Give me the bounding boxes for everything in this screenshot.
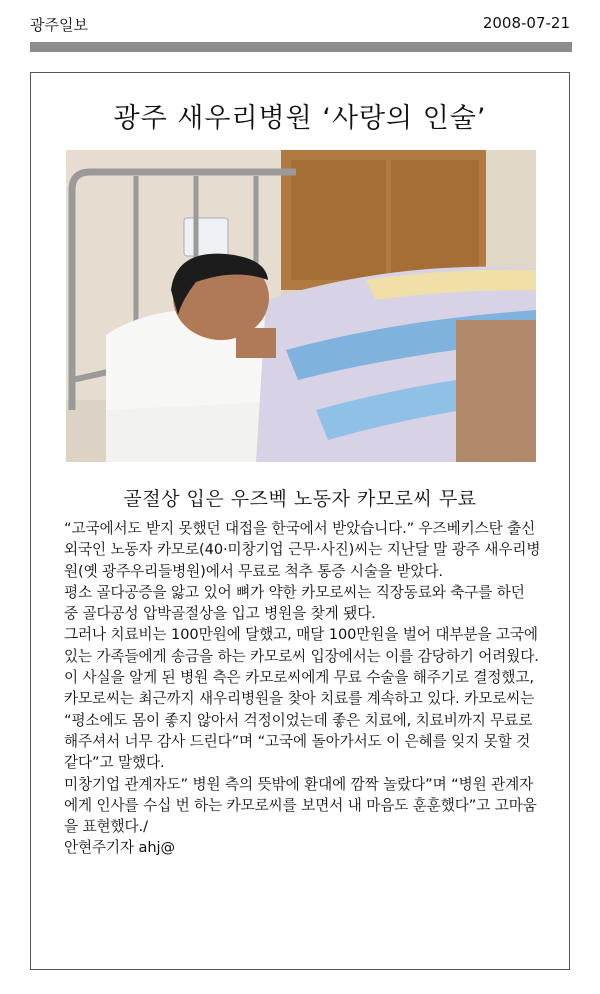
paragraph: 미창기업 관계자도” 병원 측의 뜻밖에 환대에 깜짝 놀랐다”며 “병원 관계자에게 인사를 수십 번 하는 카모로씨를 보면서 내 마음도 훈훈했다”고 고마움을 표현했다./ xyxy=(64,775,537,836)
paragraph: “고국에서도 받지 못했던 대접을 한국에서 받았습니다.” 우즈베키스탄 출신 외국인 노동자 카모로(40·미창기업 근무·사진)씨는 지난달 말 광주 새우리병원(옛 광주우리들병원)에서 무료로 척추 통증 시술을 받았다. xyxy=(64,520,541,580)
patient-in-bed-illustration xyxy=(66,150,536,462)
article-photo xyxy=(66,150,536,462)
paragraph: 그러나 치료비는 100만원에 달했고, 매달 100만원을 벌어 대부분을 고국에 있는 가족들에게 송금을 하는 카모로씨 입장에서는 이를 감당하기 어려웠다. 이 사실을 알게 된 병원 측은 카모로씨에게 무료 수술을 해주기로 결정했고, 카모로씨는 최근까지 새우리병원을 찾아 치료를 계속하고 있다. 카모로씨는 “평소에도 몸이 좋지 않아서 걱정이었는데 좋은 치료에, 치료비까지 무료로 해주셔서 너무 감사 드린다”며 “고국에 돌아가서도 이 은혜를 잊지 못할 것 같다”고 말했다. xyxy=(64,626,539,772)
byline: 안현주기자 ahj@ xyxy=(64,839,175,857)
subheadline: 골절상 입은 우즈벡 노동자 카모로씨 무료 xyxy=(123,488,477,510)
article-body xyxy=(64,518,542,859)
publication-date: 2008-07-21 xyxy=(482,14,570,32)
masthead xyxy=(30,14,570,36)
publication-name: 광주일보 xyxy=(30,16,88,34)
headline: 광주 새우리병원 ‘사랑의 인술’ xyxy=(113,103,487,134)
paragraph: 평소 골다공증을 앓고 있어 뼈가 약한 카모로씨는 직장동료와 축구를 하던 중 골다공성 압박골절상을 입고 병원을 찾게 됐다. xyxy=(64,583,525,623)
header-rule xyxy=(30,42,572,52)
